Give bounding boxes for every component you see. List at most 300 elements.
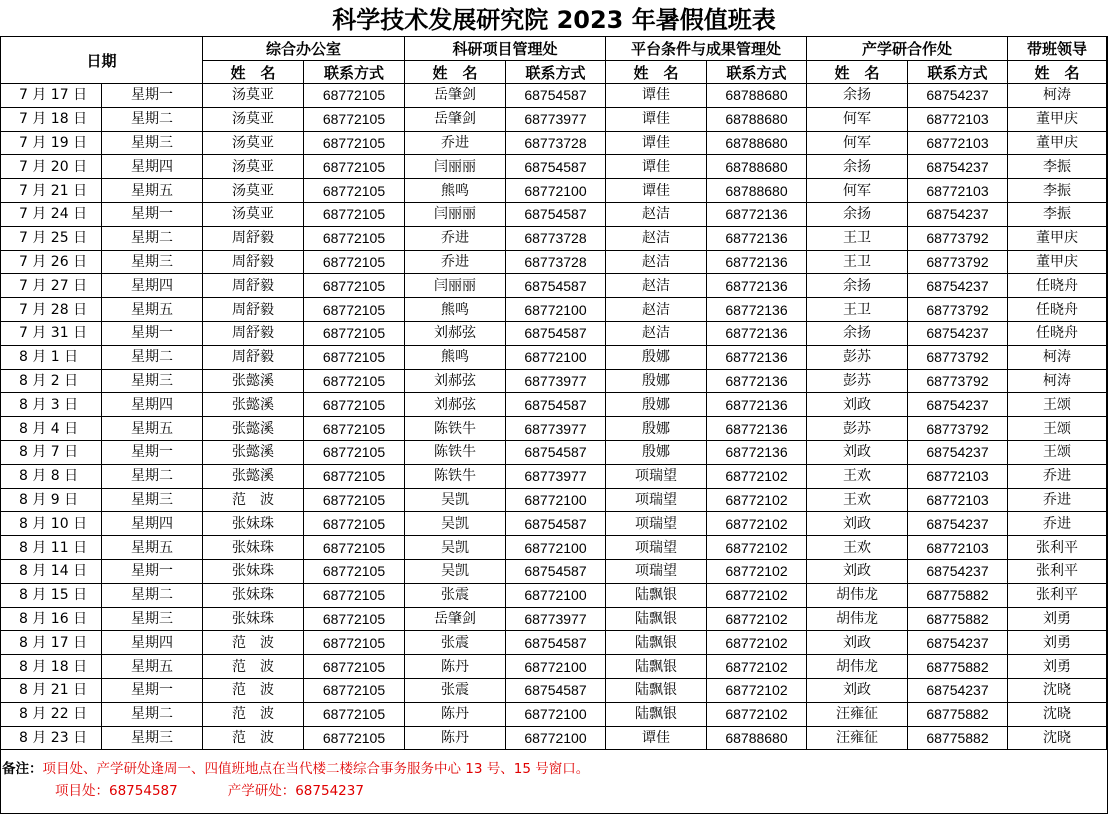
project-contact-cell: 68772100 (506, 702, 606, 726)
project-name-cell: 陈铁牛 (405, 417, 506, 441)
project-name-cell: 闫丽丽 (405, 155, 506, 179)
platform-name-cell: 项瑞望 (606, 464, 707, 488)
project-contact-cell: 68773977 (506, 464, 606, 488)
project-contact-cell: 68772100 (506, 655, 606, 679)
name-header: 姓 名 (807, 61, 908, 84)
project-name-cell: 乔进 (405, 226, 506, 250)
coop-name-cell: 王欢 (807, 536, 908, 560)
contact-header: 联系方式 (908, 61, 1008, 84)
coop-name-cell: 余扬 (807, 84, 908, 108)
table-row (1, 202, 1107, 226)
coop-name-cell: 王欢 (807, 488, 908, 512)
office-contact-cell: 68772105 (304, 678, 405, 702)
coop-contact-cell: 68775882 (908, 726, 1008, 750)
coop-contact-cell: 68775882 (908, 655, 1008, 679)
office-contact-cell: 68772105 (304, 512, 405, 536)
coop-name-cell: 余扬 (807, 274, 908, 298)
contact-header: 联系方式 (304, 61, 405, 84)
office-name-cell: 周舒毅 (203, 274, 304, 298)
leader-name-cell: 李振 (1008, 202, 1107, 226)
office-contact-cell: 68772105 (304, 488, 405, 512)
leader-name-cell: 任晓舟 (1008, 274, 1107, 298)
coop-contact-cell: 68754237 (908, 393, 1008, 417)
platform-contact-cell: 68772102 (707, 583, 807, 607)
schedule-body (1, 84, 1107, 750)
coop-name-cell: 彭苏 (807, 417, 908, 441)
coop-name-cell: 余扬 (807, 202, 908, 226)
date-header: 日期 (1, 37, 203, 84)
office-name-cell: 范 波 (203, 726, 304, 750)
coop-name-cell: 彭苏 (807, 345, 908, 369)
leader-name-cell: 刘勇 (1008, 655, 1107, 679)
project-name-cell: 岳肇剑 (405, 84, 506, 108)
office-name-cell: 范 波 (203, 631, 304, 655)
office-contact-cell: 68772105 (304, 226, 405, 250)
weekday-cell: 星期三 (102, 607, 203, 631)
project-contact-cell: 68773728 (506, 226, 606, 250)
coop-name-cell: 刘政 (807, 678, 908, 702)
group-header-office: 综合办公室 (203, 37, 405, 61)
coop-name-cell: 王卫 (807, 298, 908, 322)
table-row (1, 321, 1107, 345)
project-name-cell: 吴凯 (405, 536, 506, 560)
platform-name-cell: 陆飘银 (606, 607, 707, 631)
page-title: 科学技术发展研究院 2023 年暑假值班表 (332, 6, 776, 34)
platform-contact-cell: 68772102 (707, 702, 807, 726)
coop-contact-cell: 68773792 (908, 417, 1008, 441)
office-contact-cell: 68772105 (304, 726, 405, 750)
table-row (1, 655, 1107, 679)
office-contact-cell: 68772105 (304, 250, 405, 274)
weekday-cell: 星期一 (102, 202, 203, 226)
leader-name-cell: 王颂 (1008, 393, 1107, 417)
project-name-cell: 张震 (405, 678, 506, 702)
project-name-cell: 刘郝弦 (405, 369, 506, 393)
date-cell: 8 月 21 日 (1, 678, 102, 702)
coop-name-cell: 彭苏 (807, 369, 908, 393)
coop-contact-cell: 68754237 (908, 274, 1008, 298)
office-contact-cell: 68772105 (304, 107, 405, 131)
project-name-cell: 陈丹 (405, 726, 506, 750)
table-row (1, 250, 1107, 274)
coop-contact-cell: 68754237 (908, 631, 1008, 655)
table-row (1, 298, 1107, 322)
remarks-text: 项目处、产学研处逢周一、四值班地点在当代楼二楼综合事务服务中心 13 号、15 号窗口。 (42, 761, 590, 777)
office-contact-cell: 68772105 (304, 202, 405, 226)
date-cell: 8 月 7 日 (1, 440, 102, 464)
date-cell: 7 月 20 日 (1, 155, 102, 179)
table-row (1, 678, 1107, 702)
project-contact-cell: 68772100 (506, 179, 606, 203)
office-name-cell: 汤莫亚 (203, 155, 304, 179)
leader-name-cell: 刘勇 (1008, 607, 1107, 631)
weekday-cell: 星期五 (102, 298, 203, 322)
coop-contact-cell: 68754237 (908, 155, 1008, 179)
platform-name-cell: 殷娜 (606, 345, 707, 369)
project-contact-cell: 68754587 (506, 274, 606, 298)
leader-name-cell: 张利平 (1008, 536, 1107, 560)
table-row (1, 417, 1107, 441)
office-name-cell: 汤莫亚 (203, 202, 304, 226)
project-name-cell: 刘郝弦 (405, 321, 506, 345)
date-cell: 7 月 18 日 (1, 107, 102, 131)
table-row (1, 393, 1107, 417)
office-name-cell: 张懿溪 (203, 440, 304, 464)
table-row (1, 464, 1107, 488)
leader-name-cell: 李振 (1008, 155, 1107, 179)
office-contact-cell: 68772105 (304, 298, 405, 322)
platform-name-cell: 谭佳 (606, 155, 707, 179)
leader-name-cell: 任晓舟 (1008, 321, 1107, 345)
platform-name-cell: 谭佳 (606, 107, 707, 131)
project-contact-cell: 68754587 (506, 84, 606, 108)
office-name-cell: 张懿溪 (203, 464, 304, 488)
office-name-cell: 张妹珠 (203, 583, 304, 607)
leader-name-cell: 王颂 (1008, 417, 1107, 441)
weekday-cell: 星期四 (102, 631, 203, 655)
project-contact-cell: 68754587 (506, 202, 606, 226)
platform-contact-cell: 68772102 (707, 464, 807, 488)
coop-contact-cell: 68754237 (908, 84, 1008, 108)
contact-header: 联系方式 (707, 61, 807, 84)
date-cell: 8 月 18 日 (1, 655, 102, 679)
weekday-cell: 星期三 (102, 369, 203, 393)
platform-contact-cell: 68772102 (707, 631, 807, 655)
office-name-cell: 张懿溪 (203, 393, 304, 417)
office-contact-cell: 68772105 (304, 345, 405, 369)
leader-name-cell: 董甲庆 (1008, 250, 1107, 274)
leader-name-cell: 王颂 (1008, 440, 1107, 464)
weekday-cell: 星期二 (102, 107, 203, 131)
platform-name-cell: 谭佳 (606, 84, 707, 108)
office-contact-cell: 68772105 (304, 369, 405, 393)
platform-name-cell: 殷娜 (606, 417, 707, 441)
weekday-cell: 星期三 (102, 250, 203, 274)
project-contact-cell: 68773977 (506, 369, 606, 393)
coop-name-cell: 胡伟龙 (807, 583, 908, 607)
office-name-cell: 周舒毅 (203, 321, 304, 345)
coop-contact-cell: 68773792 (908, 298, 1008, 322)
table-row (1, 107, 1107, 131)
date-cell: 7 月 28 日 (1, 298, 102, 322)
table-row (1, 488, 1107, 512)
table-row (1, 512, 1107, 536)
weekday-cell: 星期一 (102, 321, 203, 345)
leader-name-cell: 柯涛 (1008, 369, 1107, 393)
project-name-cell: 熊鸣 (405, 298, 506, 322)
platform-contact-cell: 68772136 (707, 250, 807, 274)
coop-contact-cell: 68772103 (908, 488, 1008, 512)
platform-contact-cell: 68772102 (707, 607, 807, 631)
table-row (1, 702, 1107, 726)
office-contact-cell: 68772105 (304, 559, 405, 583)
office-name-cell: 范 波 (203, 678, 304, 702)
coop-name-cell: 何军 (807, 107, 908, 131)
project-contact-cell: 68773977 (506, 107, 606, 131)
project-name-cell: 陈丹 (405, 655, 506, 679)
project-name-cell: 熊鸣 (405, 179, 506, 203)
project-contact-cell: 68754587 (506, 440, 606, 464)
remarks-line-2 (2, 780, 1102, 802)
name-header: 姓 名 (1008, 61, 1107, 84)
group-header-platform: 平台条件与成果管理处 (606, 37, 807, 61)
project-name-cell: 闫丽丽 (405, 274, 506, 298)
date-cell: 8 月 15 日 (1, 583, 102, 607)
office-contact-cell: 68772105 (304, 631, 405, 655)
platform-contact-cell: 68772136 (707, 369, 807, 393)
date-cell: 7 月 27 日 (1, 274, 102, 298)
date-cell: 7 月 25 日 (1, 226, 102, 250)
weekday-cell: 星期四 (102, 512, 203, 536)
office-name-cell: 范 波 (203, 488, 304, 512)
platform-name-cell: 陆飘银 (606, 583, 707, 607)
date-cell: 7 月 19 日 (1, 131, 102, 155)
coop-contact-cell: 68773792 (908, 369, 1008, 393)
platform-contact-cell: 68772136 (707, 226, 807, 250)
date-cell: 7 月 24 日 (1, 202, 102, 226)
date-cell: 8 月 23 日 (1, 726, 102, 750)
table-row (1, 369, 1107, 393)
table-row (1, 440, 1107, 464)
office-name-cell: 范 波 (203, 702, 304, 726)
table-row (1, 131, 1107, 155)
weekday-cell: 星期四 (102, 155, 203, 179)
platform-contact-cell: 68788680 (707, 131, 807, 155)
platform-contact-cell: 68772136 (707, 345, 807, 369)
group-header-cooperation: 产学研合作处 (807, 37, 1008, 61)
coop-name-cell: 王欢 (807, 464, 908, 488)
platform-contact-cell: 68772102 (707, 655, 807, 679)
weekday-cell: 星期二 (102, 583, 203, 607)
office-name-cell: 范 波 (203, 655, 304, 679)
project-name-cell: 刘郝弦 (405, 393, 506, 417)
office-name-cell: 张懿溪 (203, 417, 304, 441)
office-contact-cell: 68772105 (304, 440, 405, 464)
office-contact-cell: 68772105 (304, 536, 405, 560)
office-name-cell: 张妹珠 (203, 512, 304, 536)
project-name-cell: 熊鸣 (405, 345, 506, 369)
weekday-cell: 星期三 (102, 488, 203, 512)
coop-name-cell: 刘政 (807, 512, 908, 536)
office-contact-cell: 68772105 (304, 417, 405, 441)
platform-contact-cell: 68772136 (707, 440, 807, 464)
date-cell: 7 月 31 日 (1, 321, 102, 345)
platform-contact-cell: 68772102 (707, 536, 807, 560)
date-cell: 7 月 21 日 (1, 179, 102, 203)
coop-contact-cell: 68754237 (908, 559, 1008, 583)
office-name-cell: 汤莫亚 (203, 107, 304, 131)
weekday-cell: 星期二 (102, 345, 203, 369)
project-name-cell: 岳肇剑 (405, 607, 506, 631)
date-cell: 8 月 3 日 (1, 393, 102, 417)
table-row (1, 631, 1107, 655)
table-row (1, 536, 1107, 560)
cooperation-office-phone: 产学研处：68754237 (227, 783, 364, 799)
platform-name-cell: 赵洁 (606, 274, 707, 298)
table-row (1, 345, 1107, 369)
weekday-cell: 星期二 (102, 702, 203, 726)
coop-contact-cell: 68773792 (908, 250, 1008, 274)
project-contact-cell: 68754587 (506, 559, 606, 583)
date-cell: 8 月 22 日 (1, 702, 102, 726)
project-name-cell: 乔进 (405, 131, 506, 155)
platform-contact-cell: 68772102 (707, 512, 807, 536)
leader-name-cell: 乔进 (1008, 464, 1107, 488)
project-contact-cell: 68773728 (506, 131, 606, 155)
coop-contact-cell: 68772103 (908, 131, 1008, 155)
platform-name-cell: 谭佳 (606, 179, 707, 203)
coop-name-cell: 汪雍征 (807, 726, 908, 750)
platform-contact-cell: 68772136 (707, 298, 807, 322)
platform-contact-cell: 68772102 (707, 559, 807, 583)
platform-name-cell: 谭佳 (606, 131, 707, 155)
office-name-cell: 周舒毅 (203, 250, 304, 274)
group-header-research-projects: 科研项目管理处 (405, 37, 606, 61)
duty-schedule-table (0, 36, 1107, 750)
office-contact-cell: 68772105 (304, 583, 405, 607)
coop-name-cell: 胡伟龙 (807, 607, 908, 631)
table-row (1, 726, 1107, 750)
leader-name-cell: 乔进 (1008, 512, 1107, 536)
leader-name-cell: 沈晓 (1008, 726, 1107, 750)
coop-contact-cell: 68754237 (908, 440, 1008, 464)
office-contact-cell: 68772105 (304, 84, 405, 108)
office-contact-cell: 68772105 (304, 393, 405, 417)
project-name-cell: 吴凯 (405, 512, 506, 536)
weekday-cell: 星期三 (102, 726, 203, 750)
date-cell: 8 月 4 日 (1, 417, 102, 441)
coop-name-cell: 王卫 (807, 250, 908, 274)
platform-contact-cell: 68788680 (707, 107, 807, 131)
leader-name-cell: 沈晓 (1008, 702, 1107, 726)
project-contact-cell: 68773977 (506, 417, 606, 441)
office-contact-cell: 68772105 (304, 607, 405, 631)
table-row (1, 274, 1107, 298)
office-contact-cell: 68772105 (304, 464, 405, 488)
coop-contact-cell: 68772103 (908, 536, 1008, 560)
weekday-cell: 星期二 (102, 226, 203, 250)
office-name-cell: 周舒毅 (203, 345, 304, 369)
project-contact-cell: 68772100 (506, 345, 606, 369)
coop-name-cell: 刘政 (807, 440, 908, 464)
project-contact-cell: 68772100 (506, 536, 606, 560)
platform-name-cell: 赵洁 (606, 250, 707, 274)
project-name-cell: 陈丹 (405, 702, 506, 726)
coop-contact-cell: 68773792 (908, 226, 1008, 250)
project-name-cell: 吴凯 (405, 559, 506, 583)
group-header-leader: 带班领导 (1008, 37, 1107, 61)
coop-name-cell: 胡伟龙 (807, 655, 908, 679)
project-contact-cell: 68772100 (506, 298, 606, 322)
weekday-cell: 星期一 (102, 84, 203, 108)
contact-header: 联系方式 (506, 61, 606, 84)
date-cell: 8 月 11 日 (1, 536, 102, 560)
project-name-cell: 岳肇剑 (405, 107, 506, 131)
project-contact-cell: 68754587 (506, 512, 606, 536)
platform-contact-cell: 68788680 (707, 179, 807, 203)
weekday-cell: 星期一 (102, 440, 203, 464)
weekday-cell: 星期四 (102, 393, 203, 417)
weekday-cell: 星期五 (102, 179, 203, 203)
coop-contact-cell: 68772103 (908, 464, 1008, 488)
office-contact-cell: 68772105 (304, 321, 405, 345)
office-name-cell: 张妹珠 (203, 607, 304, 631)
coop-name-cell: 余扬 (807, 321, 908, 345)
coop-contact-cell: 68754237 (908, 512, 1008, 536)
office-name-cell: 汤莫亚 (203, 84, 304, 108)
weekday-cell: 星期一 (102, 678, 203, 702)
weekday-cell: 星期四 (102, 274, 203, 298)
office-name-cell: 汤莫亚 (203, 179, 304, 203)
table-row (1, 226, 1107, 250)
platform-name-cell: 谭佳 (606, 726, 707, 750)
weekday-cell: 星期五 (102, 655, 203, 679)
platform-name-cell: 项瑞望 (606, 536, 707, 560)
project-name-cell: 张震 (405, 583, 506, 607)
platform-contact-cell: 68788680 (707, 84, 807, 108)
leader-name-cell: 董甲庆 (1008, 107, 1107, 131)
leader-name-cell: 刘勇 (1008, 631, 1107, 655)
remarks-line-1 (2, 758, 1102, 780)
project-contact-cell: 68773728 (506, 250, 606, 274)
platform-name-cell: 赵洁 (606, 226, 707, 250)
office-name-cell: 周舒毅 (203, 226, 304, 250)
coop-contact-cell: 68754237 (908, 321, 1008, 345)
weekday-cell: 星期一 (102, 559, 203, 583)
leader-name-cell: 张利平 (1008, 559, 1107, 583)
leader-name-cell: 张利平 (1008, 583, 1107, 607)
platform-name-cell: 陆飘银 (606, 678, 707, 702)
project-contact-cell: 68773977 (506, 607, 606, 631)
platform-name-cell: 殷娜 (606, 369, 707, 393)
platform-name-cell: 项瑞望 (606, 512, 707, 536)
office-contact-cell: 68772105 (304, 155, 405, 179)
coop-name-cell: 刘政 (807, 631, 908, 655)
coop-name-cell: 何军 (807, 131, 908, 155)
table-row (1, 84, 1107, 108)
project-contact-cell: 68772100 (506, 488, 606, 512)
office-name-cell: 汤莫亚 (203, 131, 304, 155)
office-contact-cell: 68772105 (304, 274, 405, 298)
coop-name-cell: 汪雍征 (807, 702, 908, 726)
date-cell: 7 月 26 日 (1, 250, 102, 274)
platform-name-cell: 陆飘银 (606, 631, 707, 655)
coop-contact-cell: 68754237 (908, 678, 1008, 702)
coop-contact-cell: 68772103 (908, 107, 1008, 131)
date-cell: 8 月 17 日 (1, 631, 102, 655)
table-row (1, 179, 1107, 203)
platform-contact-cell: 68788680 (707, 155, 807, 179)
project-name-cell: 张震 (405, 631, 506, 655)
leader-name-cell: 董甲庆 (1008, 226, 1107, 250)
coop-name-cell: 余扬 (807, 155, 908, 179)
date-cell: 7 月 17 日 (1, 84, 102, 108)
coop-contact-cell: 68775882 (908, 607, 1008, 631)
date-cell: 8 月 14 日 (1, 559, 102, 583)
date-cell: 8 月 2 日 (1, 369, 102, 393)
project-contact-cell: 68772100 (506, 583, 606, 607)
weekday-cell: 星期三 (102, 131, 203, 155)
leader-name-cell: 沈晓 (1008, 678, 1107, 702)
name-header: 姓 名 (606, 61, 707, 84)
platform-contact-cell: 68772136 (707, 202, 807, 226)
table-row (1, 559, 1107, 583)
project-contact-cell: 68754587 (506, 155, 606, 179)
coop-contact-cell: 68773792 (908, 345, 1008, 369)
weekday-cell: 星期二 (102, 464, 203, 488)
platform-name-cell: 殷娜 (606, 393, 707, 417)
platform-name-cell: 项瑞望 (606, 559, 707, 583)
